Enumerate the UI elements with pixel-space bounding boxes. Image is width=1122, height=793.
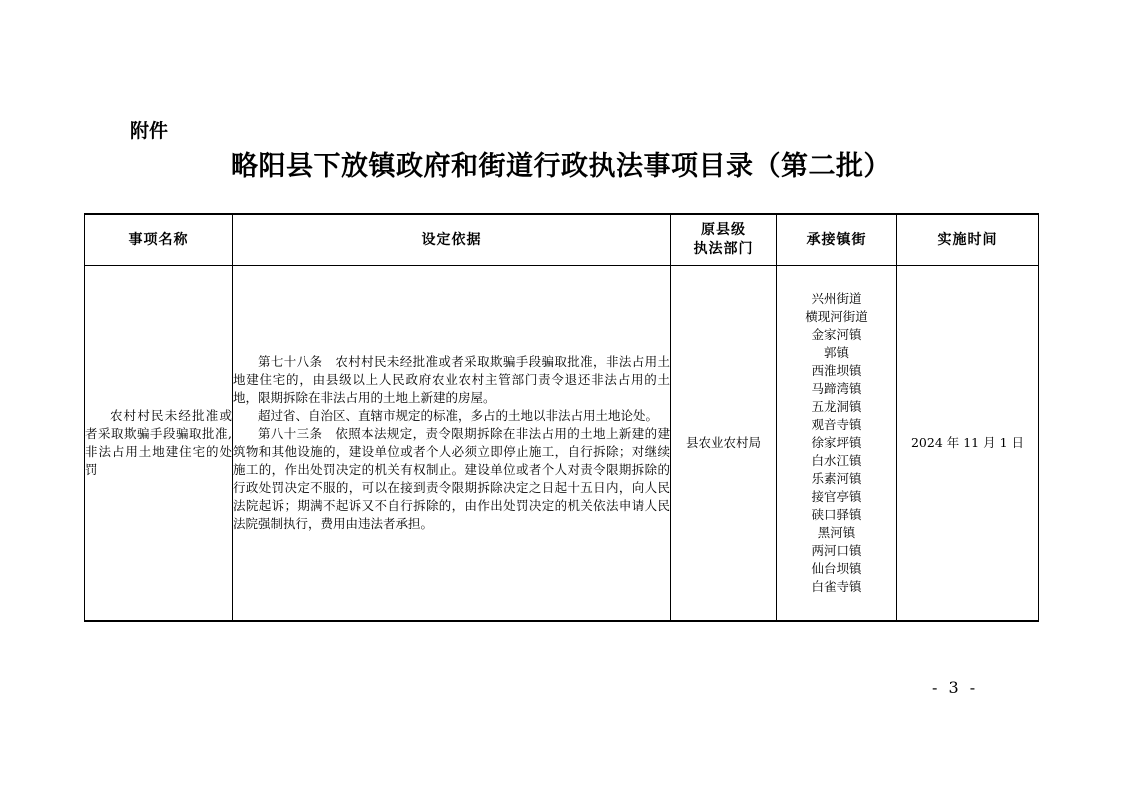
basis-paragraph: 第七十八条 农村村民未经批准或者采取欺骗手段骗取批准，非法占用土地建住宅的，由县级以上人民政府农业农村主管部门责令退还非法占用的土地，限期拆除在非法占用的土地上新建的房屋。 xyxy=(233,354,670,405)
document-title: 略阳县下放镇政府和街道行政执法事项目录（第二批） xyxy=(231,151,891,182)
town-item: 白水江镇 xyxy=(811,453,862,468)
cell-item-name xyxy=(85,266,233,622)
header-orig-dept-line2: 执法部门 xyxy=(693,241,754,257)
town-item: 五龙洞镇 xyxy=(811,399,862,414)
town-item: 徐家坪镇 xyxy=(811,435,862,450)
header-basis: 设定依据 xyxy=(233,214,671,266)
town-item: 硖口驿镇 xyxy=(811,507,862,522)
cell-basis xyxy=(233,266,671,622)
attachment-label: 附件 xyxy=(130,120,169,142)
table-row xyxy=(85,266,1039,622)
header-date: 实施时间 xyxy=(897,214,1039,266)
town-item: 观音寺镇 xyxy=(811,417,862,432)
header-towns: 承接镇街 xyxy=(777,214,897,266)
town-item: 接官亭镇 xyxy=(811,489,862,504)
item-name-text: 农村村民未经批准或者采取欺骗手段骗取批准,非法占用土地建住宅的处罚 xyxy=(85,408,232,477)
town-item: 兴州街道 xyxy=(811,291,862,306)
cell-towns xyxy=(777,266,897,622)
basis-paragraph: 第八十三条 依照本法规定，责令限期拆除在非法占用的土地上新建的建筑物和其他设施的，建设单位或者个人必须立即停止施工，自行拆除；对继续施工的，作出处罚决定的机关有权制止。建设单位或者个人对责令限期拆除的行政处罚决定不服的，可以在接到责令限期拆除决定之日起十五日内，向人民法院起诉；期满不起诉又不自行拆除的，由作出处罚决定的机关依法申请人民法院强制执行，费用由违法者承担。 xyxy=(233,426,670,531)
town-item: 仙台坝镇 xyxy=(811,561,862,576)
town-item: 白雀寺镇 xyxy=(811,579,862,594)
town-item: 横现河街道 xyxy=(805,309,868,324)
enforcement-items-table xyxy=(84,213,1039,622)
town-item: 金家河镇 xyxy=(811,327,862,342)
basis-paragraph: 超过省、自治区、直辖市规定的标准，多占的土地以非法占用土地论处。 xyxy=(258,408,659,423)
header-item-name: 事项名称 xyxy=(85,214,233,266)
town-item: 马蹄湾镇 xyxy=(811,381,862,396)
town-item: 乐素河镇 xyxy=(811,471,862,486)
cell-date: 2024 年 11 月 1 日 xyxy=(897,266,1039,622)
town-item: 西淮坝镇 xyxy=(811,363,862,378)
cell-orig-dept: 县农业农村局 xyxy=(671,266,777,622)
town-item: 黑河镇 xyxy=(817,525,856,540)
table-header-row xyxy=(85,214,1039,266)
town-item: 两河口镇 xyxy=(811,543,862,558)
town-item: 郭镇 xyxy=(823,345,849,360)
page-number: - 3 - xyxy=(932,678,979,697)
header-orig-dept xyxy=(671,214,777,266)
header-orig-dept-line1: 原县级 xyxy=(701,222,746,238)
